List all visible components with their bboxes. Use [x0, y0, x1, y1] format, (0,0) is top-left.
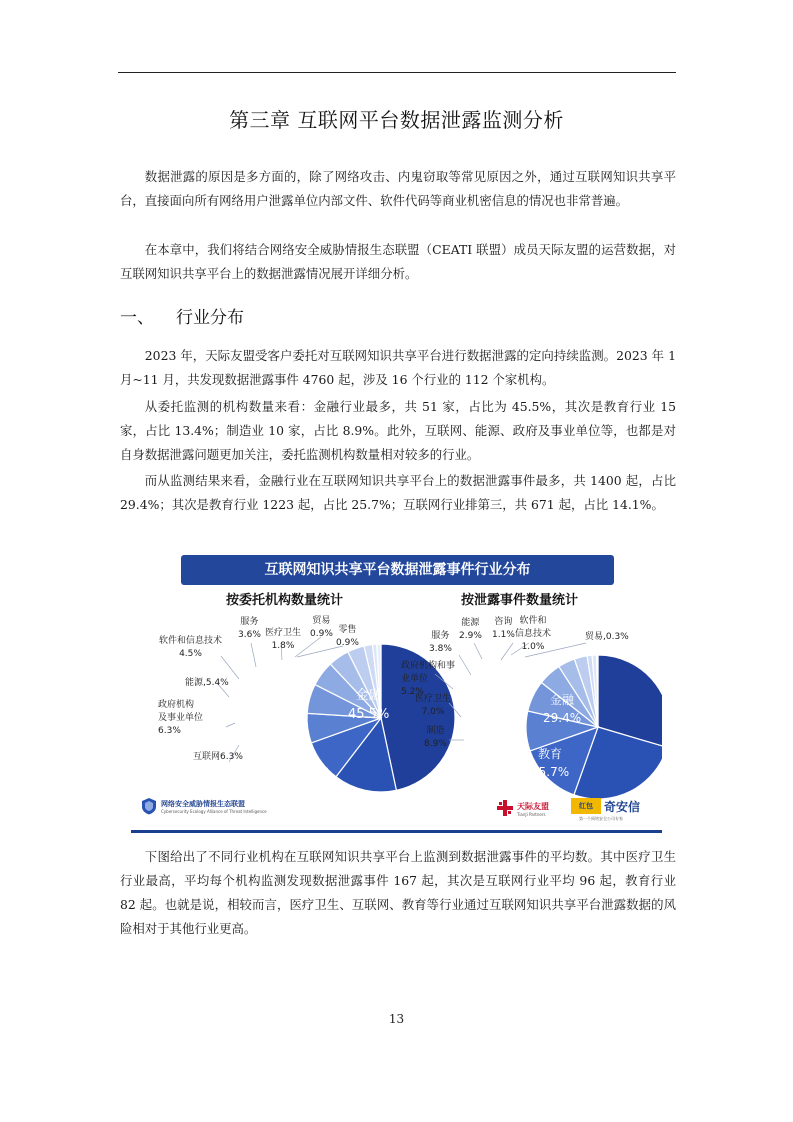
slice-name: 互联网6.3% — [193, 752, 243, 762]
label-connector — [474, 643, 482, 659]
slice-name: 业单位 — [401, 674, 429, 684]
slice-name: 政府机构和事 — [401, 661, 456, 671]
slice-name: 金融 — [550, 693, 575, 707]
slice-percent: 0.9% — [336, 638, 359, 648]
alliance-shield-icon — [141, 797, 157, 815]
label-connector — [459, 655, 471, 675]
label-connector — [251, 643, 256, 667]
slice-name: 互联网 — [480, 745, 514, 758]
slice-name: 制造 — [272, 741, 293, 752]
slice-percent: 8.9% — [424, 739, 447, 749]
pie-outside-label — [515, 615, 551, 654]
slice-percent: 7.0% — [421, 707, 445, 717]
figure-banner: 互联网知识共享平台数据泄露事件行业分布 — [181, 555, 614, 585]
pie-outside-label — [424, 725, 447, 751]
slice-name: 及事业单位 — [158, 713, 204, 723]
slice-percent: 45.5% — [348, 707, 390, 722]
slice-name: 教育 — [538, 747, 563, 761]
slice-name: 贸易,0.3% — [585, 632, 629, 642]
tianji-logo — [496, 799, 549, 821]
slice-percent: 4.5% — [179, 649, 202, 659]
page-number: 13 — [388, 1012, 405, 1026]
pie-outside-label — [336, 624, 359, 650]
alliance-logo-subtext: Cybersecurity Ecology Alliance of Threat Intelligence — [161, 809, 267, 814]
pie-outside-label — [429, 630, 452, 656]
pie-title-right: 按泄露事件数量统计 — [461, 593, 579, 608]
intro-paragraph-1: 数据泄露的原因是多方面的，除了网络攻击、内鬼窃取等常见原因之外，通过互联网知识共享平台，直接面向所有网络用户泄露单位内部文件、软件代码等商业机密信息的情况也非常普遍。 — [120, 169, 676, 208]
slice-percent: 14.1% — [480, 762, 515, 775]
slice-name: 能源 — [461, 618, 480, 628]
section-number: 一、 — [120, 308, 154, 328]
section-heading — [120, 303, 244, 328]
pie-inside-label — [480, 743, 515, 777]
pie-outside-label — [238, 616, 261, 642]
slice-name: 咨询 — [494, 617, 513, 627]
section-paragraph-3: 而从监测结果来看，金融行业在互联网知识共享平台上的数据泄露事件最多，共 1400 起，占比 29.4%；其次是教育行业 1223 起，占比 25.7%；互联网行业排第三，共 671 起，占比 14.1%。 — [120, 473, 676, 512]
pie-inside-label — [300, 764, 335, 798]
qianxin-logo-text: 奇安信 — [604, 800, 641, 814]
qianxin-logo-subtext: 第一个网络安全公司专家 — [579, 816, 623, 821]
pie-outside-label — [185, 677, 229, 690]
slice-name: 服务 — [431, 631, 450, 641]
after-figure-paragraph: 下图给出了不同行业机构在互联网知识共享平台上监测到数据泄露事件的平均数。其中医疗卫生行业最高，平均每个机构监测发现数据泄露事件 167 起，其次是互联网行业平均 96 起，教育行业 82 起。也就是说，相较而言，医疗卫生、互联网、教育等行业通过互联网知识共享平台泄露数据的风险相对于其他行业更高。 — [120, 849, 676, 936]
industry-distribution-figure — [131, 547, 662, 833]
qianxin-mark: 红包 — [571, 798, 601, 814]
slice-name: 医疗卫生 — [415, 694, 452, 704]
pie-outside-label — [193, 751, 243, 764]
intro-paragraph-2: 在本章中，我们将结合网络安全威胁情报生态联盟（CEATI 联盟）成员天际友盟的运营数据，对互联网知识共享平台上的数据泄露情况展开详细分析。 — [120, 242, 676, 281]
pie-inside-label — [270, 739, 295, 771]
slice-percent: 1.8% — [271, 641, 295, 651]
pie-outside-label — [158, 699, 203, 738]
pie-charts-svg — [131, 547, 662, 833]
figure-bottom-rule — [131, 830, 662, 833]
slice-name: 政府机构 — [158, 700, 195, 710]
slice-name: 软件和信息技术 — [159, 636, 223, 646]
pie-outside-label — [585, 631, 629, 644]
chapter-title: 第三章 互联网平台数据泄露监测分析 — [229, 108, 564, 132]
pie-outside-label — [492, 616, 515, 642]
slice-percent: 3.8% — [429, 644, 452, 654]
slice-percent: 1.0% — [521, 642, 545, 652]
label-connector — [226, 723, 235, 727]
section-paragraph-2: 从委托监测的机构数量来看：金融行业最多，共 51 家，占比为 45.5%，其次是教育行业 15 家，占比 13.4%；制造业 10 家，占比 8.9%。此外，互联网、能源、政府及事业单位等，也都是对自身数据泄露问题更加关注，委托监测机构数量相对较多的行业。 — [120, 399, 676, 462]
slice-name: 能源,5.4% — [185, 678, 229, 688]
pie-outside-label — [159, 635, 222, 661]
tianji-logo-subtext: TianJi Partners — [517, 812, 546, 817]
slice-name: 金融 — [355, 688, 382, 703]
slice-name: 零售 — [338, 625, 357, 635]
tianji-cross-icon — [496, 799, 514, 817]
label-connector — [221, 656, 239, 679]
slice-percent: 13.4% — [300, 783, 335, 796]
pie-inside-label — [543, 691, 581, 727]
slice-name: 医疗卫生 — [265, 628, 302, 638]
alliance-logo-text: 网络安全威胁情报生态联盟 — [161, 800, 245, 808]
pie-inside-label — [348, 686, 389, 724]
slice-name: 服务 — [240, 617, 259, 627]
pie-outside-label — [310, 615, 333, 641]
pie-outside-label — [265, 627, 301, 653]
pie-inside-label — [531, 745, 569, 781]
pie-outside-label — [459, 617, 482, 643]
slice-percent: 1.1% — [492, 630, 515, 640]
tianji-logo-text: 天际友盟 — [517, 802, 549, 811]
slice-name: 制造 — [426, 726, 445, 736]
slice-name: 教育 — [306, 766, 329, 779]
section-title: 行业分布 — [176, 308, 244, 328]
slice-percent: 5.2% — [401, 687, 424, 697]
slice-percent: 0.9% — [310, 629, 333, 639]
header-rule — [118, 72, 676, 73]
slice-name: 贸易 — [312, 616, 331, 626]
section-paragraph-1: 2023 年，天际友盟受客户委托对互联网知识共享平台进行数据泄露的定向持续监测。2023 年 1 月~11 月，共发现数据泄露事件 4760 起，涉及 16 个行业的 112 个家机构。 — [120, 348, 676, 387]
slice-name: 信息技术 — [515, 629, 552, 639]
slice-percent: 8.9% — [270, 757, 296, 768]
slice-percent: 3.6% — [238, 630, 261, 640]
pie-title-left: 按委托机构数量统计 — [226, 593, 344, 608]
slice-percent: 2.9% — [459, 631, 482, 641]
slice-percent: 6.3% — [158, 726, 181, 736]
alliance-logo — [141, 797, 267, 819]
slice-percent: 25.7% — [531, 765, 570, 779]
label-connector — [501, 643, 513, 660]
pie-outside-label — [401, 660, 455, 699]
slice-name: 软件和 — [519, 616, 547, 626]
slice-percent: 29.4% — [543, 711, 582, 725]
